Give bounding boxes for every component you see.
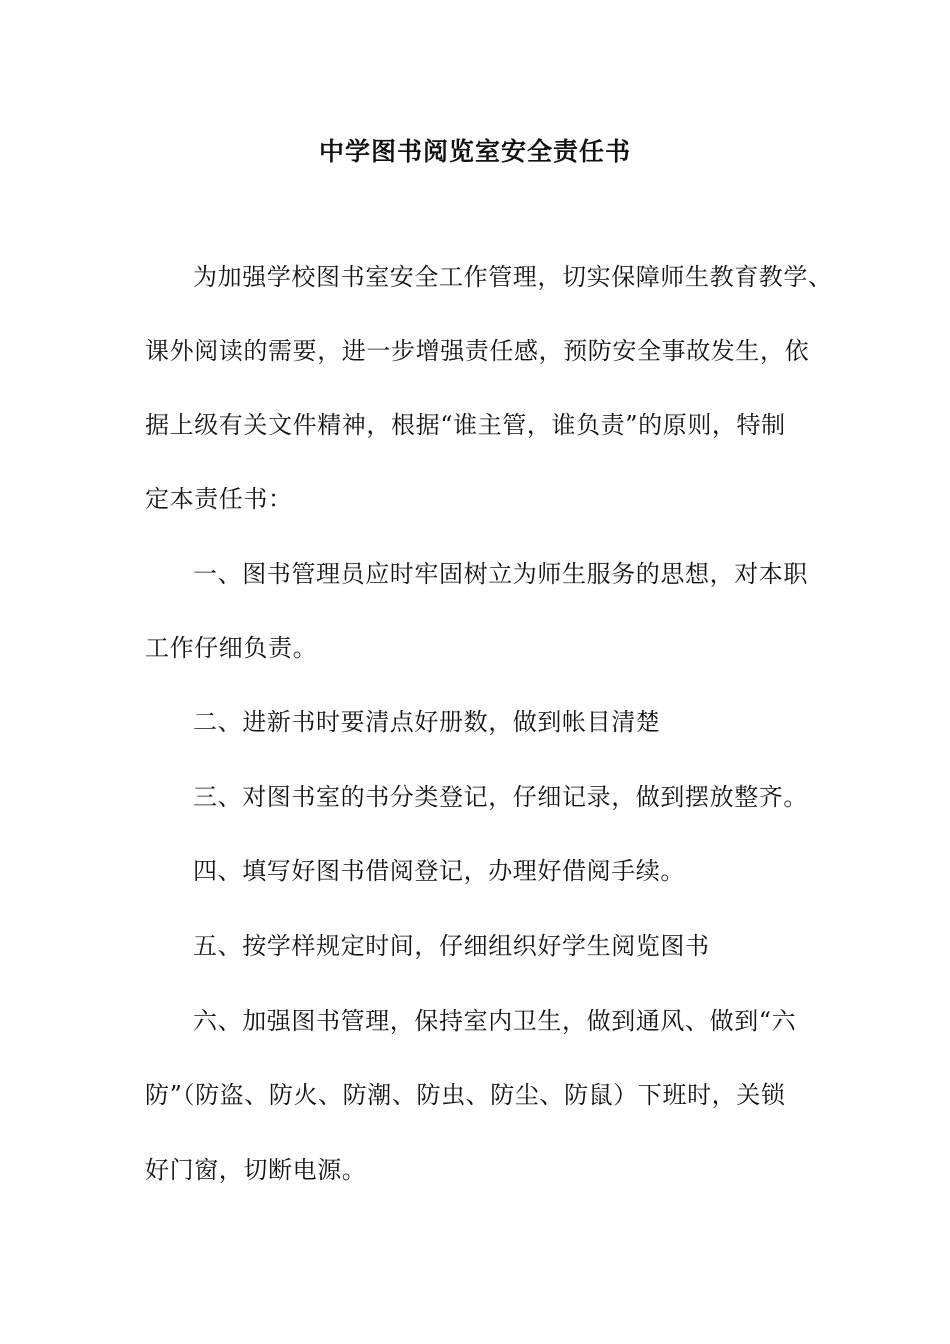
paragraph-line: 为加强学校图书室安全工作管理，切实保障师生教育教学、 [193, 263, 833, 291]
clause-three: 三、对图书室的书分类登记，仔细记录，做到摆放整齐。 [193, 783, 808, 811]
paragraph-line: 定本责任书： [145, 485, 293, 513]
paragraph-line: 据上级有关文件精神，根据“谁主管，谁负责”的原则，特制 [145, 411, 786, 439]
clause-four: 四、填写好图书借阅登记，办理好借阅手续。 [193, 857, 685, 885]
clause-six-line: 好门窗，切断电源。 [145, 1156, 367, 1184]
clause-six-line: 六、加强图书管理，保持室内卫生，做到通风、做到“六 [193, 1007, 797, 1035]
clause-two: 二、进新书时要清点好册数，做到帐目清楚 [193, 708, 661, 736]
paragraph-line: 课外阅读的需要，进一步增强责任感，预防安全事故发生，依 [145, 337, 810, 365]
document-title: 中学图书阅览室安全责任书 [318, 137, 631, 166]
clause-one-line: 一、图书管理员应时牢固树立为师生服务的思想，对本职 [193, 560, 808, 588]
clause-six-line: 防”（防盗、防火、防潮、防虫、防尘、防鼠）下班时，关锁 [145, 1081, 786, 1109]
clause-one-line: 工作仔细负责。 [145, 634, 318, 662]
clause-five: 五、按学样规定时间，仔细组织好学生阅览图书 [193, 932, 710, 960]
